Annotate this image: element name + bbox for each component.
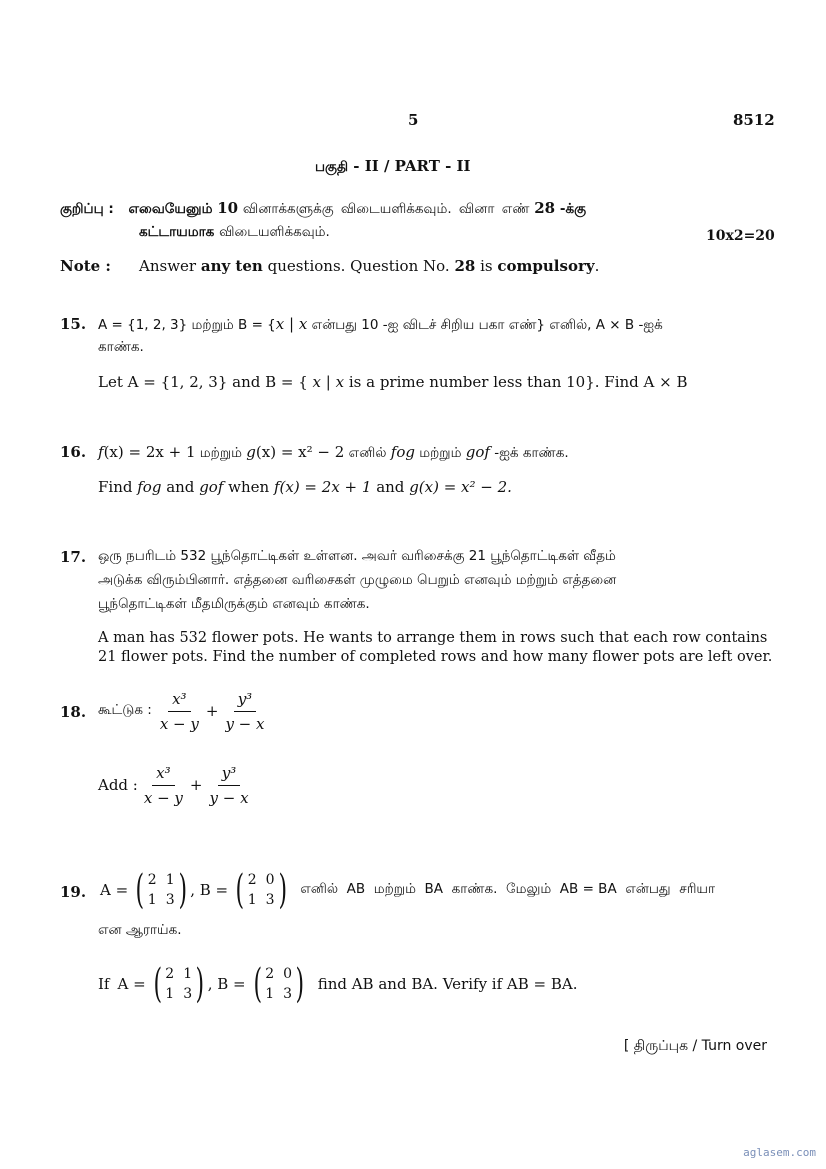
q19-en-b-cell: 1 [265,986,275,1002]
instruction-ta-label: குறிப்பு : [60,201,114,217]
note-e: is [480,257,493,275]
q18-number: 18. [60,703,87,721]
q18-en-plus: + [189,776,203,794]
q19-en-rest: find AB and BA. Verify if AB = BA. [317,975,578,993]
q19-en-if: If [98,975,110,993]
q19-en-a-cell: 1 [165,986,175,1002]
q19-ta-b-cell: 1 [247,892,257,908]
q19-en-b-cell: 0 [283,966,293,982]
q19-ta-a-label: A = [100,881,129,899]
q19-en-b-cell: 3 [283,986,293,1002]
q19-en-b-cell: 2 [265,966,275,982]
q18-ta-f1-den: x − y [159,714,199,733]
q18-ta-f2-num: y³ [234,690,257,712]
instruction-ta-line1 [60,199,586,219]
instruction-ta-qnum: 28 [534,199,556,217]
turn-over [624,1036,767,1056]
q19-ta-a-cell: 1 [147,892,157,908]
instruction-ta-line2 [139,222,330,242]
q18-en-f1-num: x³ [152,764,174,786]
q19-ta-a-cell: 1 [165,872,175,888]
q17-ta-line3: பூந்தொட்டிகள் மீதமிருக்கும் எனவும் காண்க. [98,596,370,612]
q19-ta-b-cell: 3 [265,892,275,908]
q15-en-d: x [335,373,345,391]
q19-ta-b-cell: 0 [265,872,275,888]
q19-en-line [98,961,578,1007]
q15-en-b: x [312,373,322,391]
q19-number: 19. [60,883,87,901]
q19-ta-b-label: , B = [190,881,229,899]
q18-ta-f1-num: x³ [168,690,190,712]
part-title-sep: - [348,157,365,175]
q19-en-b-lparen: ( [253,961,262,1007]
q19-ta-line1 [100,867,715,913]
q17-en-line1: A man has 532 flower pots. He wants to arrange them in rows such that each row contains [98,630,768,646]
q18-en-label: Add : [98,776,138,794]
q15-ta-line1 [98,315,663,335]
instruction-ta-b: வினாக்களுக்கு விடையளிக்கவும். வினா எண் [242,201,530,217]
q15-ta-e: என்பது 10 -ஐ விடச் சிறிய பகா எண்} எனில், A × B -ஐக் [307,317,663,333]
instruction-ta2-a: கட்டாயமாக [139,224,215,240]
q19-ta-b-rparen: ) [278,867,287,913]
q19-ta-a-lparen: ( [135,867,145,913]
instruction-ta-c: -க்கு [559,201,587,217]
note-g: . [594,257,600,275]
q17-en-line2: 21 flower pots. Find the number of completed rows and how many flower pots are left over. [98,649,773,665]
q16-en [98,478,512,496]
q16-en-a: Find [98,478,138,496]
q15-ta-b: x [275,315,285,333]
q16-ta-mid1: மற்றும் [195,445,247,461]
instruction-ta-a: எவையேனும் [128,201,213,217]
q18-en-f2-den: y − x [209,788,249,807]
q15-ta-a: A = {1, 2, 3} மற்றும் B = { [98,317,276,333]
note-c: questions. Question No. [267,257,450,275]
q15-number: 15. [60,315,87,333]
q16-en-b: and [161,478,200,496]
q15-ta-d: x [298,315,308,333]
note-label [60,257,111,275]
q19-en-b-label: , B = [207,975,246,993]
q16-ta-gx: (x) = x² − 2 [255,443,345,461]
q18-ta-label: கூட்டுக : [98,702,152,718]
q15-en-e: is a prime number less than 10}. Find A × B [344,373,688,391]
q17-ta-line2: அடுக்க விரும்பினார். எத்தனை வரிசைகள் முழுமை பெறும் எனவும் மற்றும் எத்தனை [98,572,617,588]
note-d: 28 [454,257,476,275]
q18-ta-fraction-1 [160,690,199,733]
instruction-ta-num: 10 [217,199,239,217]
q19-ta-b-cell: 2 [247,872,257,888]
q16-ta-end: -ஐக் காண்க. [489,445,569,461]
q15-en [98,373,687,391]
note-f: compulsory [497,257,595,275]
q16-ta-f: f [98,443,104,461]
instruction-ta2-b: விடையளிக்கவும். [219,224,330,240]
q19-ta-a-cell: 2 [147,872,157,888]
q19-en-a-cell: 2 [165,966,175,982]
note-a: Answer [139,257,197,275]
part-title-en: II / PART - II [364,157,471,175]
q19-en-b-rparen: ) [295,961,305,1007]
q18-ta-f2-den: y − x [225,714,265,733]
q19-en-a-rparen: ) [195,961,205,1007]
q18-ta-plus: + [205,702,219,720]
marks: 10x2=20 [706,228,775,244]
q16-ta-g: g [246,443,256,461]
q19-ta-a-cell: 3 [165,892,175,908]
q16-en-c: when [223,478,274,496]
q16-number: 16. [60,443,87,461]
q16-en-d: and [371,478,410,496]
q15-ta-c: | [284,315,299,333]
q15-en-a: Let A = {1, 2, 3} and B = { [98,373,313,391]
q19-en-a-lparen: ( [153,961,162,1007]
q19-ta-matrix-b [232,867,290,913]
q19-ta-b-lparen: ( [235,867,245,913]
q18-en-fraction-2 [209,764,248,807]
q15-en-c: | [321,373,336,391]
q19-en-a-label: A = [117,975,146,993]
q19-en-a-cell: 3 [183,986,193,1002]
q19-en-matrix-b [250,961,308,1007]
exam-code: 8512 [733,111,775,129]
q16-en-gx: g(x) = x² − 2. [409,478,512,496]
part-title-ta: பகுதி [315,159,349,175]
q16-ta-fx: (x) = 2x + 1 [103,443,196,461]
q17-ta-line1: ஒரு நபரிடம் 532 பூந்தொட்டிகள் உள்ளன. அவர் வரிசைக்கு 21 பூந்தொட்டிகள் வீதம் [98,548,616,564]
q18-en-f2-num: y³ [218,764,241,786]
q18-en-f1-den: x − y [143,788,183,807]
note-label-text: Note : [60,257,111,275]
part-title [315,157,471,177]
q16-ta-fog: fog [390,443,415,461]
note-text [139,257,599,275]
q19-ta-matrix-a [132,867,190,913]
q19-ta-rest1: எனில் AB மற்றும் BA காண்க. மேலும் AB = BA என்பது சரியா [300,881,716,897]
q17-number: 17. [60,548,87,566]
q16-en-fog: fog [137,478,162,496]
q19-ta-line2: என ஆராய்க. [98,922,182,938]
note-b: any ten [200,257,263,275]
turn-over-text: [ திருப்புக / Turn over [623,1038,767,1054]
watermark: aglasem.com [743,1146,816,1159]
q19-ta-a-rparen: ) [178,867,187,913]
q19-en-a-cell: 1 [183,966,193,982]
q18-ta-expression [98,686,267,736]
page-number: 5 [408,111,419,129]
q18-en-expression [98,760,252,810]
q16-ta-gof: gof [465,443,490,461]
q16-en-gof: gof [199,478,224,496]
q16-ta [98,443,569,463]
q16-ta-mid3: மற்றும் [414,445,466,461]
q18-en-fraction-1 [144,764,183,807]
q18-ta-fraction-2 [225,690,264,733]
q19-en-matrix-a [150,961,208,1007]
q16-en-fx: f(x) = 2x + 1 [273,478,372,496]
q15-ta-line2: காண்க. [98,339,144,355]
q16-ta-mid2: எனில் [344,445,391,461]
